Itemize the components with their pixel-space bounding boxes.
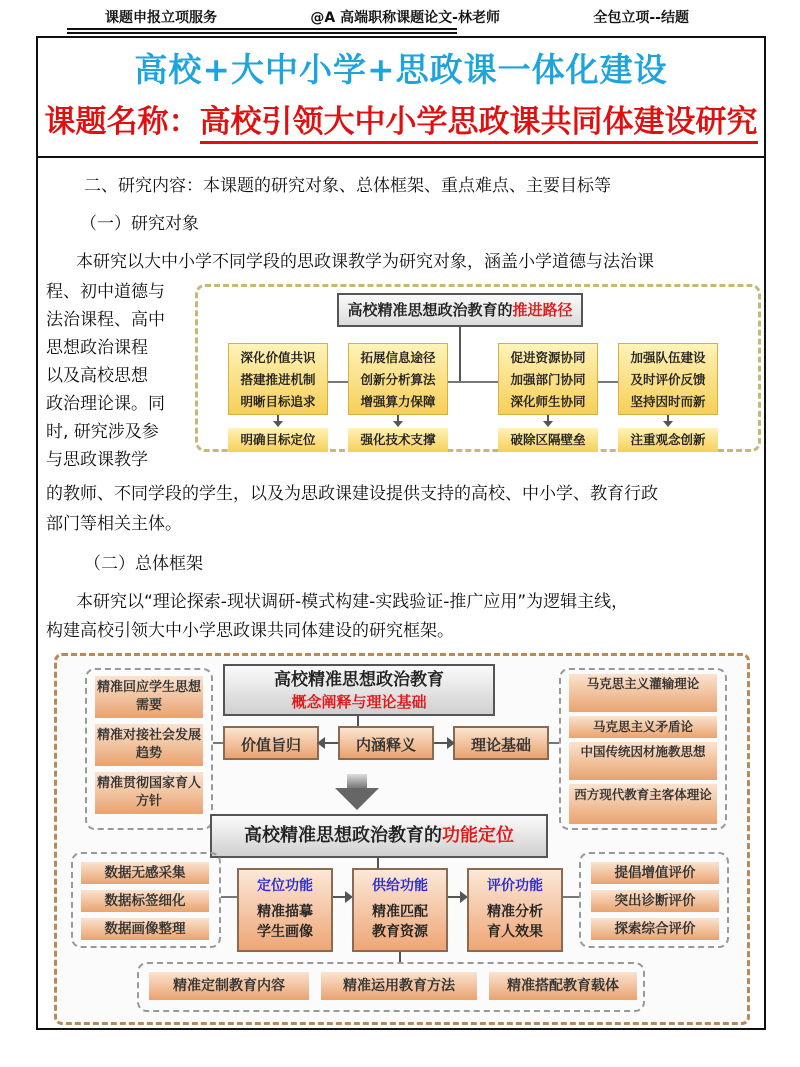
sub2-heading: （二）总体框架: [84, 554, 203, 574]
box-label: 西方现代教育主客体理论: [574, 787, 712, 802]
arrow-down-icon: [547, 415, 549, 423]
box-label: 中国传统因材施教思想: [580, 744, 706, 759]
concept-box-value: 价值旨归: [223, 726, 319, 760]
connector: [563, 896, 579, 898]
data-box: 数据画像整理: [81, 918, 209, 940]
concept-box-meaning: 内涵释义: [338, 726, 434, 760]
theory-box: [569, 716, 717, 738]
title-header: [38, 38, 764, 158]
data-box: 数据标签细化: [81, 890, 209, 912]
function-title-highlight: 功能定位: [442, 825, 514, 846]
connector: [377, 858, 379, 868]
wrap-line: 法治课程、高中: [46, 310, 165, 330]
data-box: 数据无感采集: [81, 862, 209, 884]
concept-subtitle: 概念阐释与理论基础: [291, 693, 427, 711]
theory-box: [569, 742, 717, 780]
arrow-right-icon: [434, 742, 453, 744]
needs-box: [95, 772, 203, 814]
title-highlight: 推进路径: [512, 301, 573, 319]
path-column-1: [228, 343, 328, 415]
advance-path-title: [337, 293, 583, 327]
path-item: 深化价值共识: [240, 350, 316, 365]
method-box: 精准搭配教育载体: [489, 972, 637, 1000]
path-outcome-3: 破除区隔壁垒: [498, 428, 598, 452]
function-title-box: [210, 814, 548, 858]
evaluation-box: 突出诊断评价: [591, 890, 719, 912]
big-arrow-stem: [347, 774, 367, 788]
banner-left-text: 课题申报立项服务: [105, 10, 217, 26]
arrow-left-icon: [319, 742, 338, 744]
function-desc: 精准描摹: [257, 904, 313, 920]
path-item: 拓展信息途径: [360, 350, 436, 365]
concept-box-theory: 理论基础: [453, 726, 549, 760]
sub1-para-tail2: 部门等相关主体。: [46, 514, 182, 534]
subject-label: 课题名称：: [44, 104, 200, 140]
function-box-positioning: [237, 868, 333, 952]
function-box-evaluation: [467, 868, 563, 952]
banner-right-text: 全包立项--结题: [593, 10, 689, 26]
path-item: 明晰目标追求: [240, 394, 316, 409]
path-item: 及时评价反馈: [630, 372, 706, 387]
concept-title: 高校精准思想政治教育: [274, 670, 444, 690]
function-desc: 育人效果: [487, 924, 543, 940]
evaluation-box: 探索综合评价: [591, 918, 719, 940]
connector: [459, 327, 461, 383]
function-name: 供给功能: [372, 878, 428, 894]
box-label: 马克思主义矛盾论: [592, 719, 693, 734]
needs-box: [95, 724, 203, 766]
sub1-para-tail1: 的教师、不同学段的学生，以及为思政课建设提供支持的高校、中小学、教育行政: [46, 484, 658, 504]
path-item: 促进资源协同: [510, 350, 586, 365]
function-name: 定位功能: [257, 878, 313, 894]
wrap-line: 政治理论课。同: [46, 394, 165, 414]
title-prefix: 高校精准思想政治教育的: [347, 301, 513, 319]
needs-box: [95, 676, 203, 718]
banner-rule: [67, 28, 457, 30]
method-box: 精准定制教育内容: [149, 972, 309, 1000]
path-column-2: [348, 343, 448, 415]
path-item: 加强队伍建设: [630, 350, 706, 365]
sub2-para-line2: 构建高校引领大中小学思政课共同体建设的研究框架。: [46, 621, 454, 641]
path-outcome-4: 注重观念创新: [618, 428, 718, 452]
section-heading: 二、研究内容：本课题的研究对象、总体框架、重点难点、主要目标等: [84, 176, 611, 196]
path-item: 坚持因时而新: [630, 394, 706, 409]
connector: [549, 742, 559, 744]
connector: [221, 896, 237, 898]
document-frame: [36, 36, 766, 1030]
wrap-line: 思想政治课程: [46, 338, 148, 358]
path-item: 搭建推进机制: [240, 372, 316, 387]
box-label: 精准回应学生思想需要: [96, 680, 201, 713]
theory-box: [569, 784, 717, 824]
function-title-prefix: 高校精准思想政治教育的: [244, 825, 442, 846]
main-title: 高校+大中小学+思政课一体化建设: [134, 50, 668, 89]
arrow-down-icon: [397, 415, 399, 423]
wrap-line: 时, 研究涉及参: [46, 422, 159, 442]
advance-path-diagram: [195, 284, 761, 452]
function-desc: 教育资源: [372, 924, 428, 940]
framework-diagram: [54, 653, 750, 1025]
subject-name: 高校引领大中小学思政课共同体建设研究: [200, 104, 758, 144]
path-item: 深化师生协同: [510, 394, 586, 409]
path-outcome-2: 强化技术支撑: [348, 428, 448, 452]
sub1-heading: （一）研究对象: [80, 214, 199, 234]
path-item: 创新分析算法: [360, 372, 436, 387]
connector: [399, 952, 401, 962]
path-column-3: [498, 343, 598, 415]
arrow-down-icon: [667, 415, 669, 423]
top-banner: [67, 4, 727, 30]
sub1-wrap-text: [46, 278, 191, 474]
function-box-supply: [352, 868, 448, 952]
wrap-line: 与思政课教学: [46, 450, 148, 470]
subject-title: [38, 96, 764, 141]
connector: [213, 742, 223, 744]
arrow-right-icon: [448, 896, 466, 898]
path-column-4: [618, 343, 718, 415]
path-item: 增强算力保障: [360, 394, 436, 409]
box-label: 马克思主义灌输理论: [586, 676, 700, 691]
function-desc: 精准匹配: [372, 904, 428, 920]
path-item: 加强部门协同: [510, 372, 586, 387]
wrap-line: 程、初中道德与: [46, 282, 165, 302]
wrap-line: 以及高校思想: [46, 366, 148, 386]
banner-center-text: @A 高端职称课题论文-林老师: [310, 10, 500, 26]
arrow-down-icon: [335, 788, 379, 810]
box-label: 精准贯彻国家育人方针: [96, 776, 201, 809]
function-desc: 学生画像: [257, 924, 313, 940]
arrow-down-icon: [277, 415, 279, 423]
function-desc: 精准分析: [487, 904, 543, 920]
evaluation-box: 提倡增值评价: [591, 862, 719, 884]
arrow-right-icon: [333, 896, 351, 898]
path-outcome-1: 明确目标定位: [228, 428, 328, 452]
sub1-para-line1: 本研究以大中小学不同学段的思政课教学为研究对象，涵盖小学道德与法治课: [76, 252, 654, 272]
concept-title-box: [223, 664, 495, 716]
sub2-para-line1: 本研究以“理论探索-现状调研-模式构建-实践验证-推广应用”为逻辑主线，: [76, 592, 629, 612]
connector: [357, 716, 359, 726]
theory-box: [569, 674, 717, 712]
box-label: 精准对接社会发展趋势: [96, 728, 201, 761]
function-name: 评价功能: [487, 878, 543, 894]
method-box: 精准运用教育方法: [321, 972, 477, 1000]
banner-rule-2: [67, 32, 457, 34]
